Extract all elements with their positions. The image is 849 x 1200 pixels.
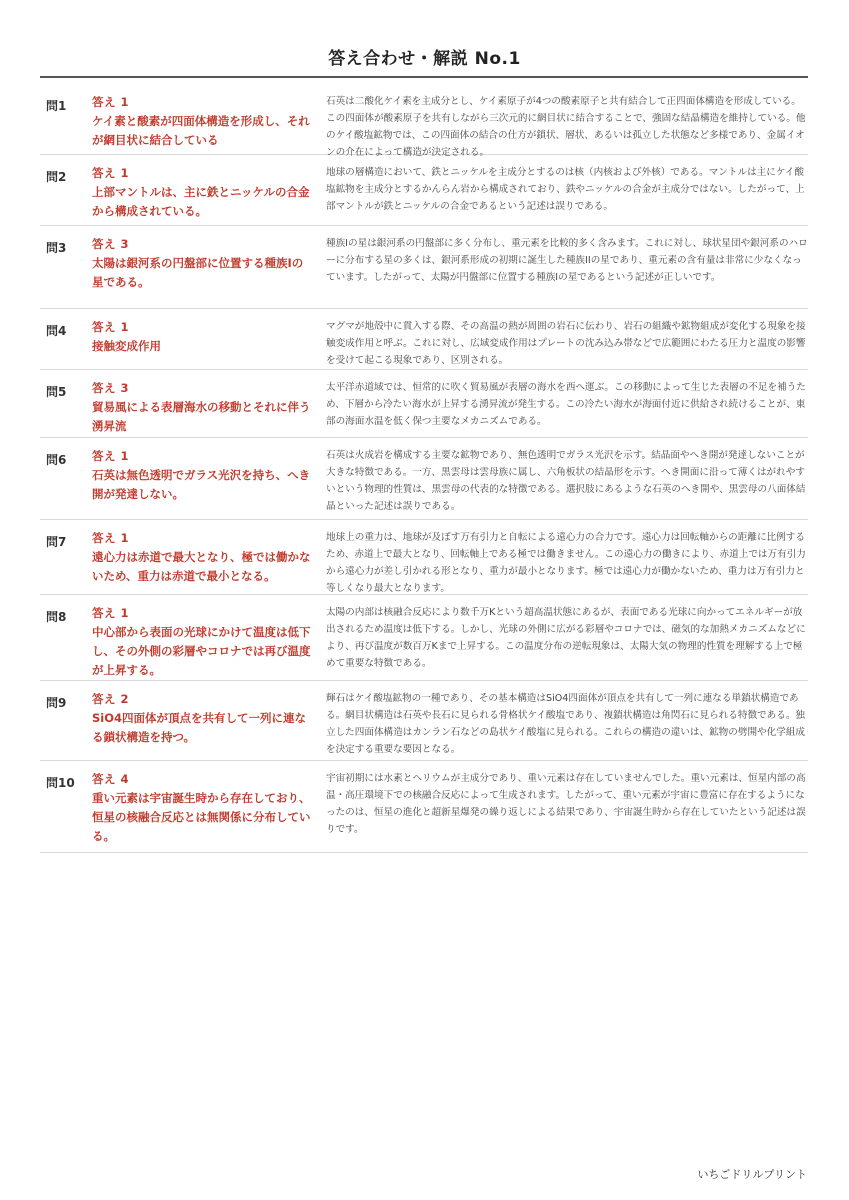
answer-row bbox=[40, 370, 808, 438]
question-number: 問2 bbox=[46, 170, 67, 184]
explanation-text: 地球の層構造において、鉄とニッケルを主成分とするのは核（内核および外核）である。マントルは主にケイ酸塩鉱物を主成分とするかんらん岩から構成されており、鉄やニッケルの合金が主成分ではない。したがって、上部マントルが鉄とニッケルの合金であるという記述は誤りである。 bbox=[326, 167, 805, 212]
answer-cell bbox=[92, 438, 322, 504]
explanation-text: 石英は二酸化ケイ素を主成分とし、ケイ素原子が4つの酸素原子と共有結合して正四面体構造を形成している。この四面体が酸素原子を共有しながら三次元的に網目状に結合することで、強固な結晶構造を維持している。他のケイ酸塩鉱物では、この四面体の結合の仕方が鎖状、層状、あるいは孤立した状態など多様であり、金属イオンの介在によって構造が決定される。 bbox=[326, 96, 806, 158]
title-divider bbox=[40, 76, 808, 78]
question-number: 問9 bbox=[46, 696, 67, 710]
answer-cell bbox=[92, 370, 322, 436]
answer-text: 遠心力は赤道で最大となり、極では働かないため、重力は赤道で最小となる。 bbox=[92, 550, 311, 583]
question-number: 問1 bbox=[46, 99, 67, 113]
answer-cell bbox=[92, 595, 322, 680]
explanation-text: 太平洋赤道域では、恒常的に吹く貿易風が表層の海水を西へ運ぶ。この移動によって生じた表層の不足を補うため、下層から冷たい海水が上昇する湧昇流が発生する。この冷たい海水が海面付近に供給され続けることが、東部の海面水温を低く保つ主要なメカニズムである。 bbox=[326, 382, 806, 427]
question-number: 問4 bbox=[46, 324, 67, 338]
explanation-text: 地球上の重力は、地球が及ぼす万有引力と自転による遠心力の合力です。遠心力は回転軸からの距離に比例するため、赤道上で最大となり、回転軸上である極では働きません。この遠心力の働きにより、赤道上では万有引力から遠心力が差し引かれる形となり、重力が最小となります。極では遠心力が働かないため、重力は万有引力と等しくなり最大となります。 bbox=[326, 532, 806, 594]
answer-text: 太陽は銀河系の円盤部に位置する種族Iの星である。 bbox=[92, 256, 304, 289]
answer-cell bbox=[92, 520, 322, 586]
answer-row bbox=[40, 520, 808, 595]
explanation-text: 種族Iの星は銀河系の円盤部に多く分布し、重元素を比較的多く含みます。これに対し、球状星団や銀河系のハローに分布する星の多くは、銀河系形成の初期に誕生した種族IIの星であり、重元素の含有量は非常に少なくなっています。したがって、太陽が円盤部に位置する種族Iの星であるという記述が正しいです。 bbox=[326, 238, 808, 283]
explanation-text: 輝石はケイ酸塩鉱物の一種であり、その基本構造はSiO4四面体が頂点を共有して一列に連なる単鎖状構造である。網目状構造は石英や長石に見られる骨格状ケイ酸塩であり、複鎖状構造は角閃石に見られる特徴である。独立した四面体構造はカンラン石などの島状ケイ酸塩に見られる。これらの構造の違いは、鉱物の劈開や化学組成を決定する重要な要因となる。 bbox=[326, 693, 806, 755]
answer-label: 答え 2 bbox=[92, 692, 130, 706]
answer-row bbox=[40, 309, 808, 370]
question-number: 問10 bbox=[46, 776, 75, 790]
answer-text: 中心部から表面の光球にかけて温度は低下し、その外側の彩層やコロナでは再び温度が上昇する。 bbox=[92, 625, 311, 677]
answer-row bbox=[40, 155, 808, 226]
answer-row bbox=[40, 226, 808, 309]
answer-label: 答え 3 bbox=[92, 381, 130, 395]
answer-label: 答え 1 bbox=[92, 166, 130, 180]
question-number: 問3 bbox=[46, 241, 67, 255]
answer-row bbox=[40, 438, 808, 520]
answer-row bbox=[40, 681, 808, 761]
answer-cell bbox=[92, 84, 322, 150]
answer-row bbox=[40, 84, 808, 158]
footer-brand: いちごドリルプリント bbox=[697, 1168, 807, 1181]
answer-label: 答え 4 bbox=[92, 772, 130, 786]
answer-text: 上部マントルは、主に鉄とニッケルの合金から構成されている。 bbox=[92, 185, 310, 218]
answer-label: 答え 1 bbox=[92, 95, 130, 109]
answer-text: 重い元素は宇宙誕生時から存在しており、恒星の核融合反応とは無関係に分布している。 bbox=[92, 791, 311, 843]
answer-label: 答え 3 bbox=[92, 237, 130, 251]
question-number: 問6 bbox=[46, 453, 67, 467]
question-number: 問7 bbox=[46, 535, 67, 549]
answer-label: 答え 1 bbox=[92, 449, 130, 463]
explanation-text: 石英は火成岩を構成する主要な鉱物であり、無色透明でガラス光沢を示す。結晶面やへき開が発達しないことが大きな特徴である。一方、黒雲母は雲母族に属し、六角板状の結晶形を示す。へき開面に沿って薄くはがれやすいという物理的性質は、黒雲母の代表的な特徴である。選択肢にあるような石英のへき開や、黒雲母の八面体結晶といった記述は誤りである。 bbox=[326, 450, 806, 512]
answer-label: 答え 1 bbox=[92, 606, 130, 620]
answer-label: 答え 1 bbox=[92, 320, 130, 334]
question-number: 問5 bbox=[46, 385, 67, 399]
answer-row bbox=[40, 595, 808, 681]
answer-text: 石英は無色透明でガラス光沢を持ち、へき開が発達しない。 bbox=[92, 468, 311, 501]
question-number: 問8 bbox=[46, 610, 67, 624]
answer-cell bbox=[92, 761, 322, 846]
answer-text: 貿易風による表層海水の移動とそれに伴う湧昇流 bbox=[92, 400, 311, 433]
answer-text: 接触変成作用 bbox=[92, 339, 161, 353]
explanation-text: 宇宙初期には水素とヘリウムが主成分であり、重い元素は存在していませんでした。重い元素は、恒星内部の高温・高圧環境下での核融合反応によって生成されます。したがって、重い元素が宇宙に豊富に存在するようになったのは、恒星の進化と超新星爆発の繰り返しによる結果であり、宇宙誕生時から存在していたという記述は誤りです。 bbox=[326, 773, 806, 835]
explanation-text: マグマが地殻中に貫入する際、その高温の熱が周囲の岩石に伝わり、岩石の組織や鉱物組成が変化する現象を接触変成作用と呼ぶ。これに対し、広域変成作用はプレートの沈み込み帯などで広範囲にわたる圧力と温度の影響を受けて起こる現象であり、区別される。 bbox=[326, 321, 806, 366]
answer-label: 答え 1 bbox=[92, 531, 130, 545]
answer-row bbox=[40, 761, 808, 853]
answer-cell bbox=[92, 226, 322, 292]
answer-cell bbox=[92, 155, 322, 221]
answer-cell bbox=[92, 309, 322, 356]
page-title: 答え合わせ・解説 No.1 bbox=[328, 49, 521, 69]
answer-cell bbox=[92, 681, 322, 747]
answer-table bbox=[40, 84, 808, 853]
answer-text: ケイ素と酸素が四面体構造を形成し、それが網目状に結合している bbox=[92, 114, 310, 147]
answer-text: SiO4四面体が頂点を共有して一列に連なる鎖状構造を持つ。 bbox=[92, 711, 307, 744]
explanation-text: 太陽の内部は核融合反応により数千万Kという超高温状態にあるが、表面である光球に向かってエネルギーが放出されるため温度は低下する。しかし、光球の外側に広がる彩層やコロナでは、磁気的な加熱メカニズムなどにより、再び温度が数百万Kまで上昇する。この温度分布の逆転現象は、太陽大気の物理的性質を理解する上で極めて重要な特徴である。 bbox=[326, 607, 806, 669]
